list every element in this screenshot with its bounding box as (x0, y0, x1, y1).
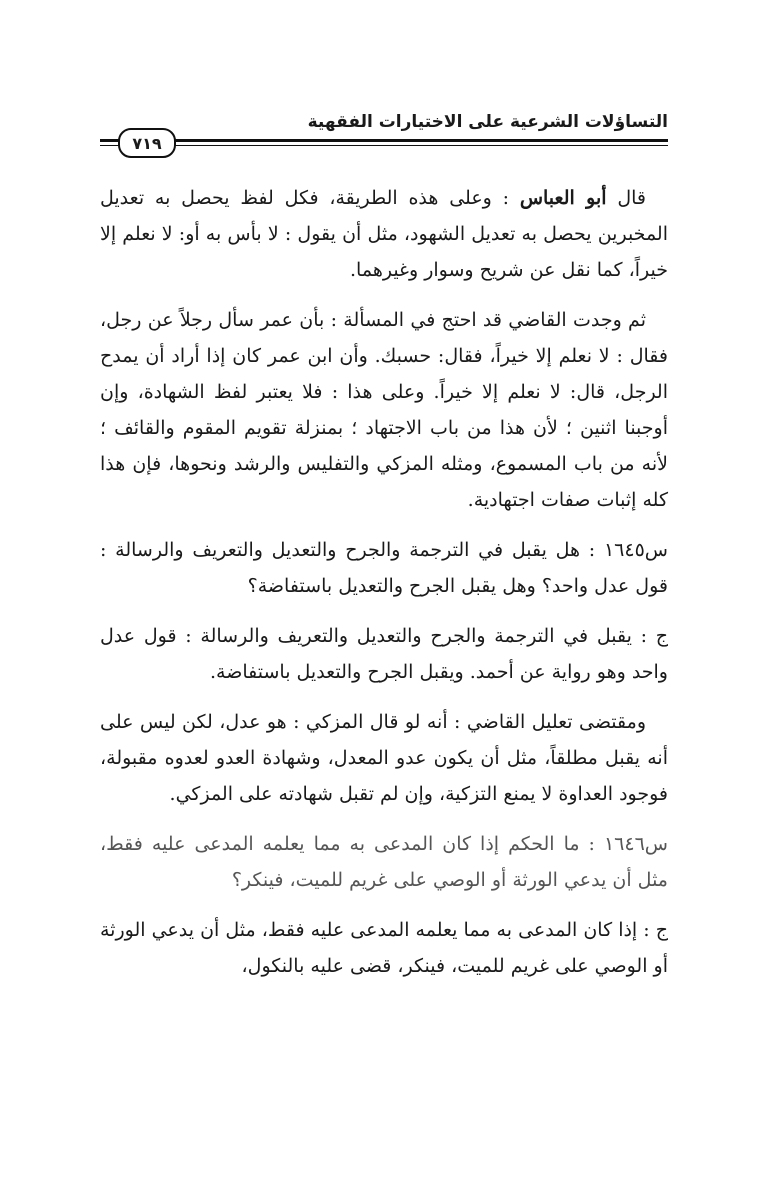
paragraph-1 (100, 180, 668, 288)
header-rule-thick (100, 139, 668, 142)
paragraph-5: ومقتضى تعليل القاضي : أنه لو قال المزكي : هو عدل، لكن ليس على أنه يقبل مطلقاً، مثل أن يكون عدو المعدل، وشهادة العدو لعدوه مقبولة، فوجود العداوة لا يمنع التزكية، وإن لم تقبل شهادته على المزكي. (100, 711, 668, 805)
question-1646: س١٦٤٦ : ما الحكم إذا كان المدعى به مما يعلمه المدعى عليه فقط، مثل أن يدعي الورثة أو الوصي على غريم للميت، فينكر؟ (100, 833, 668, 891)
question-1645: س١٦٤٥ : هل يقبل في الترجمة والجرح والتعديل والتعريف والرسالة : قول عدل واحد؟ وهل يقبل الجرح والتعديل باستفاضة؟ (100, 539, 668, 597)
paragraph-2: ثم وجدت القاضي قد احتج في المسألة : بأن عمر سأل رجلاً عن رجل، فقال : لا نعلم إلا خيراً، فقال: حسبك. وأن ابن عمر كان إذا أراد أن يمدح الرجل، قال: لا نعلم إلا خيراً. وعلى هذا : فلا يعتبر لفظ الشهادة، وإن أوجبنا اثنين ؛ لأن هذا من باب الاجتهاد ؛ بمنزلة تقويم المقوم والقائف ؛ لأنه من باب المسموع، ومثله المزكي والتفليس والرشد ونحوها، فإن هذا كله إثبات صفات اجتهادية. (100, 309, 668, 511)
running-title: التساؤلات الشرعية على الاختيارات الفقهية (307, 112, 668, 132)
paragraph-text: : وعلى هذه الطريقة، فكل لفظ يحصل به تعديل المخبرين يحصل به تعديل الشهود، مثل أن يقول : لا بأس به أو: لا نعلم إلا خيراً، كما نقل عن شريح وسوار وغيرهما. (100, 187, 668, 281)
page-body (100, 180, 668, 998)
paragraph-lead: قال (617, 187, 647, 209)
book-page (100, 0, 668, 1195)
page-number: ٧١٩ (118, 128, 176, 158)
header-rule-thin (100, 145, 668, 146)
page-header (100, 110, 668, 160)
answer-1646: ج : إذا كان المدعى به مما يعلمه المدعى عليه فقط، مثل أن يدعي الورثة أو الوصي على غريم للميت، فينكر، قضى عليه بالنكول، (100, 919, 668, 977)
scholar-name: أبو العباس (519, 187, 607, 209)
answer-1645: ج : يقبل في الترجمة والجرح والتعديل والتعريف والرسالة : قول عدل واحد وهو رواية عن أحمد. ويقبل الجرح والتعديل باستفاضة. (100, 625, 668, 683)
